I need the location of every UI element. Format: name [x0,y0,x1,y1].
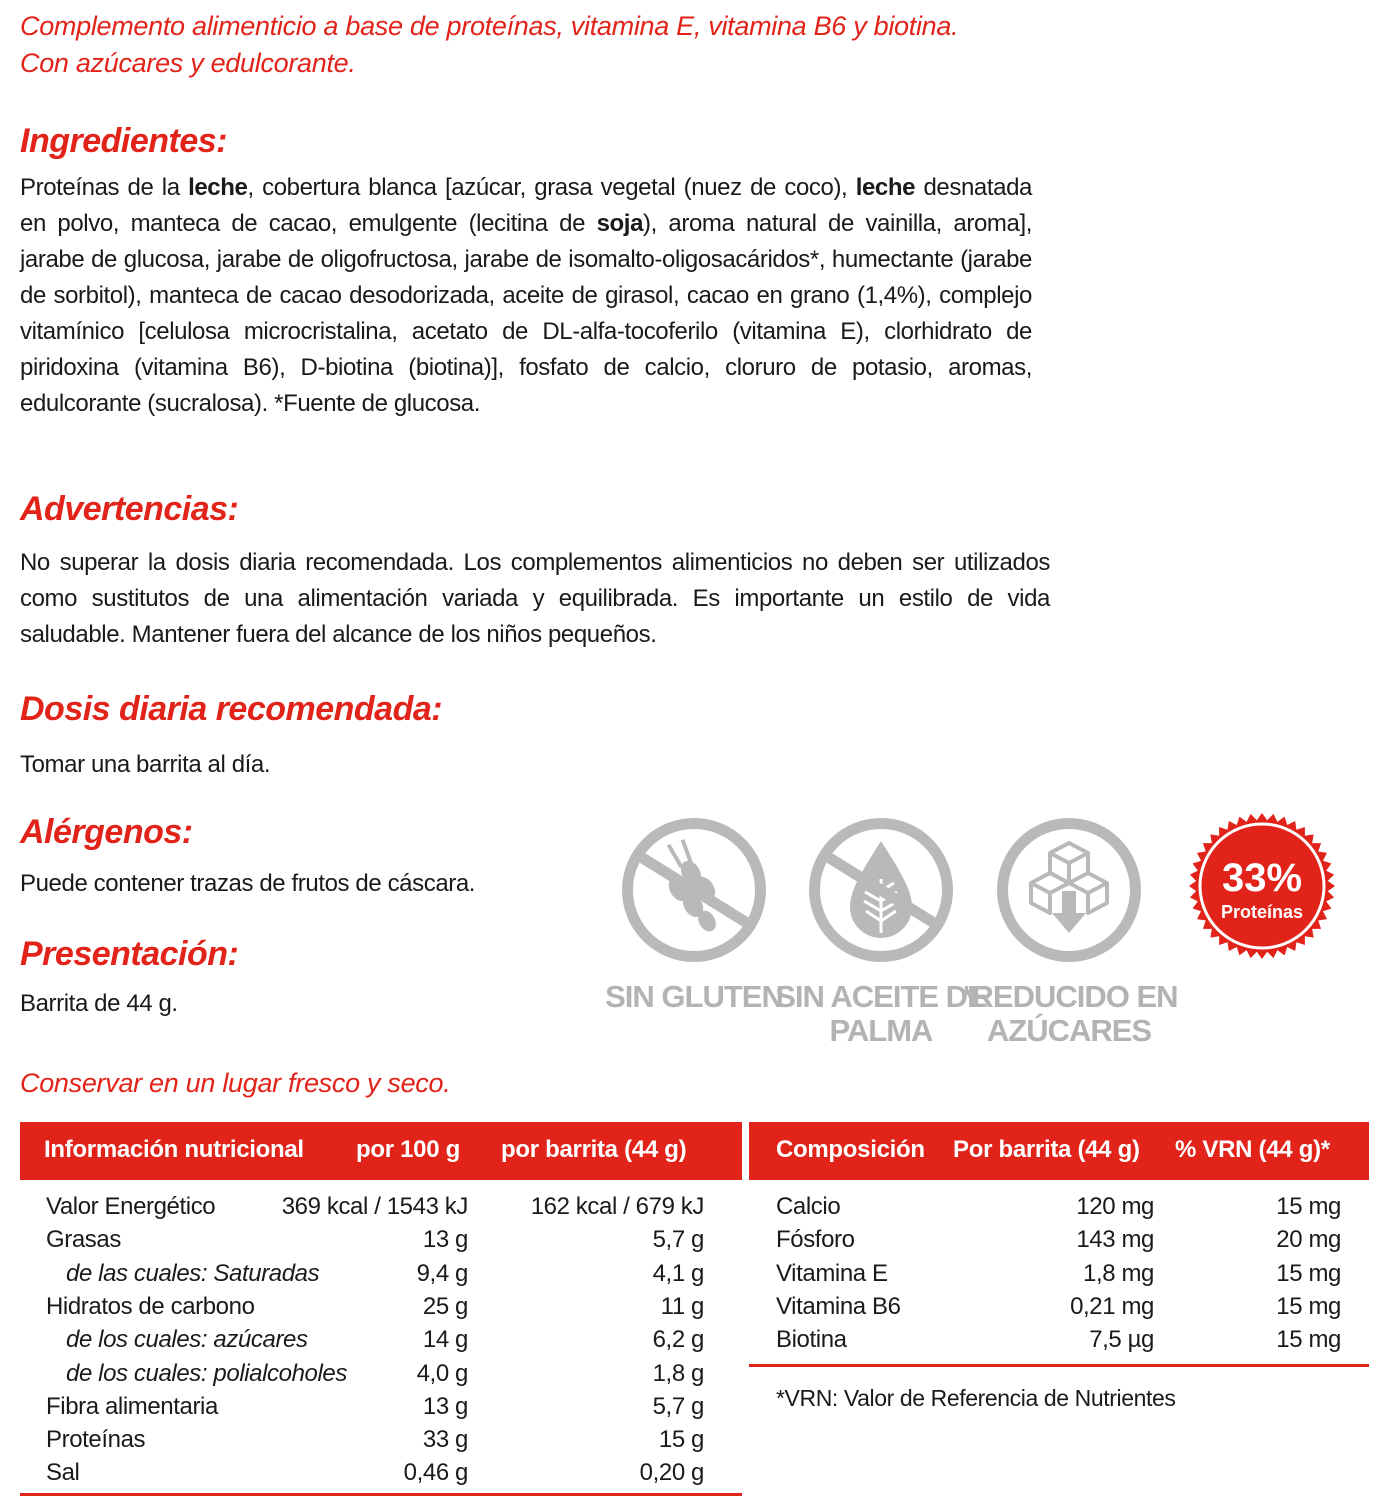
reduced-sugar-label-line1: *REDUCIDO EN [960,979,1178,1014]
nutrition-table [20,1122,742,1500]
nutrient-per100: 13 g [422,1392,468,1420]
nutrient-per100: 25 g [422,1292,468,1320]
composition-perbar: 143 mg [1076,1226,1154,1254]
protein-badge [1188,812,1336,960]
reduced-sugar-icon [997,818,1141,962]
dosage-heading: Dosis diaria recomendada: [20,690,443,728]
composition-perbar: 7,5 µg [1089,1326,1154,1354]
nutrient-per100: 14 g [422,1326,468,1354]
protein-badge-value: 33% [1221,856,1303,900]
product-description [20,8,1100,82]
nutrient-perbar: 15 g [658,1426,704,1454]
nutrient-per100: 369 kcal / 1543 kJ [281,1193,468,1220]
composition-name: Biotina [776,1326,847,1354]
composition-vrn: 15 mg [1276,1193,1341,1220]
nutrient-per100: 13 g [422,1226,468,1254]
allergens-heading: Alérgenos: [20,813,193,851]
composition-row [749,1190,1369,1223]
warnings-text: No superar la dosis diaria recomendada. Los complementos alimenticios no deben ser utilizados como sustitutos de una alimentación variada y equilibrada. Es importante un estilo de vida saludable. Mantener fuera del alcance de los niños pequeños. [20,549,1050,648]
nutrition-table-header [20,1122,742,1180]
allergen-highlight: leche [855,174,916,201]
composition-row [749,1257,1369,1290]
composition-row [749,1323,1369,1356]
nutrition-row [20,1423,742,1456]
composition-vrn: 20 mg [1276,1226,1341,1254]
ingredients-segment: desnatada en polvo, manteca de cacao, emulgente (lecitina de [20,174,1032,237]
composition-col-name: Composición [776,1136,925,1163]
nutrition-row [20,1390,742,1423]
composition-perbar: 0,21 mg [1070,1292,1154,1320]
palm-oil-free-label-line2: PALMA [829,1013,933,1048]
palm-oil-free-label-line1: SIN ACEITE DE [775,979,987,1014]
nutrient-perbar: 1,8 g [652,1359,704,1387]
composition-perbar: 120 mg [1076,1193,1154,1220]
composition-row [749,1223,1369,1256]
nutrient-perbar: 11 g [660,1292,704,1320]
composition-name: Vitamina E [776,1259,888,1287]
nutrition-row [20,1257,742,1290]
reduced-sugar-label [957,980,1181,1048]
gluten-free-label-line1: SIN GLUTEN [605,979,783,1014]
nutrition-col-name: Información nutricional [44,1136,304,1163]
composition-name: Fósforo [776,1226,855,1254]
allergens-text: Puede contener trazas de frutos de cáscara. [20,870,476,897]
nutrition-row [20,1456,742,1489]
presentation-text: Barrita de 44 g. [20,990,178,1017]
nutrient-name: Fibra alimentaria [46,1392,218,1420]
composition-table-header [749,1122,1369,1180]
vrn-footnote: *VRN: Valor de Referencia de Nutrientes [776,1385,1176,1411]
nutrient-perbar: 5,7 g [652,1226,704,1254]
nutrient-name: Proteínas [46,1426,146,1454]
nutrient-perbar: 6,2 g [652,1326,704,1354]
composition-perbar: 1,8 mg [1083,1259,1154,1287]
dosage-text: Tomar una barrita al día. [20,751,271,778]
intro-line-2: Con azúcares y edulcorante. [20,48,356,78]
reduced-sugar-label-line2: AZÚCARES [986,1013,1152,1048]
composition-vrn: 15 mg [1276,1292,1341,1320]
composition-col-perbar: Por barrita (44 g) [953,1136,1140,1163]
nutrient-per100: 0,46 g [403,1459,468,1487]
ingredients-segment: ), aroma natural de vainilla, aroma], jarabe de glucosa, jarabe de oligofructosa, jarabe de isomalto-oligosacáridos*, humectante (jarabe de sorbitol), manteca de cacao desodorizada, aceite de girasol, cacao en grano (1,4%), complejo vitamínico [celulosa microcristalina, acetato de DL-alfa-tocoferilo (vitamina E), clorhidrato de piridoxina (vitamina B6), D-biotina (biotina)], fosfato de calcio, cloruro de potasio, aromas, edulcorante (sucralosa). *Fuente de glucosa. [20,210,1032,417]
nutrient-name: de las cuales: Saturadas [66,1259,320,1287]
protein-badge-label: Proteínas [1220,902,1304,922]
allergen-highlight: leche [188,174,248,201]
ingredients-segment: , cobertura blanca [azúcar, grasa vegetal (nuez de coco), [247,174,856,201]
nutrient-per100: 33 g [422,1426,468,1454]
composition-col-vrn: % VRN (44 g)* [1175,1136,1330,1163]
composition-row [749,1290,1369,1323]
composition-vrn: 15 mg [1276,1259,1341,1287]
nutrition-table-bottom-rule [20,1493,742,1496]
nutrition-row [20,1323,742,1356]
nutrition-row [20,1223,742,1256]
ingredients-segment: Proteínas de la [20,174,189,201]
palm-oil-free-icon [809,818,953,962]
composition-name: Vitamina B6 [776,1292,901,1320]
nutrient-name: Sal [46,1459,80,1487]
composition-name: Calcio [776,1193,841,1220]
storage-note: Conservar en un lugar fresco y seco. [20,1068,451,1098]
composition-vrn: 15 mg [1276,1326,1341,1354]
nutrient-perbar: 4,1 g [652,1259,704,1287]
gluten-free-icon [622,818,766,962]
nutrient-per100: 9,4 g [416,1259,468,1287]
nutrition-row [20,1357,742,1390]
warnings-heading: Advertencias: [20,490,239,528]
nutrition-row [20,1190,742,1223]
composition-table [749,1122,1369,1422]
composition-table-bottom-rule [749,1364,1369,1367]
presentation-heading: Presentación: [20,935,239,973]
ingredients-text [20,170,1032,422]
nutrient-name: de los cuales: polialcoholes [66,1359,347,1387]
nutrient-name: Hidratos de carbono [46,1292,255,1320]
nutrition-row [20,1290,742,1323]
nutrient-perbar: 0,20 g [639,1459,704,1487]
intro-line-1: Complemento alimenticio a base de proteínas, vitamina E, vitamina B6 y biotina. [20,11,959,41]
nutrient-name: Grasas [46,1226,121,1254]
ingredients-heading: Ingredientes: [20,122,227,160]
nutrient-name: Valor Energético [46,1193,216,1220]
nutrient-name: de los cuales: azúcares [66,1326,308,1354]
nutrition-col-per100: por 100 g [356,1136,460,1163]
nutrient-perbar: 5,7 g [652,1392,704,1420]
nutrient-perbar: 162 kcal / 679 kJ [530,1193,704,1220]
allergen-highlight: soja [596,210,644,237]
nutrition-col-perbar: por barrita (44 g) [501,1136,687,1163]
nutrient-per100: 4,0 g [416,1359,468,1387]
